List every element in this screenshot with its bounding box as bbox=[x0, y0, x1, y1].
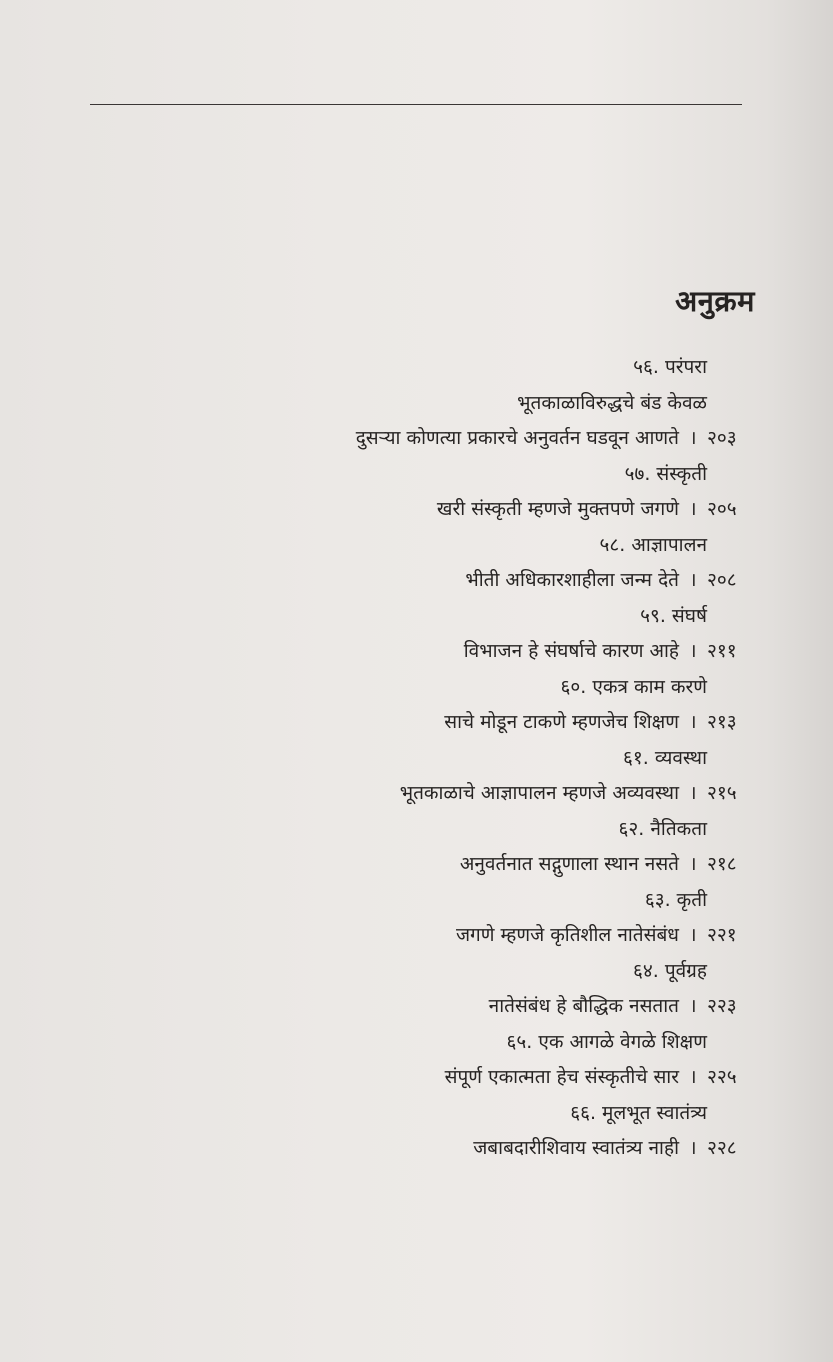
page-number: २१५ bbox=[707, 782, 737, 804]
page-number: २२८ bbox=[707, 1137, 737, 1159]
chapter-subtitle: जबाबदारीशिवाय स्वातंत्र्य नाही bbox=[473, 1137, 679, 1159]
chapter-subtitle-line bbox=[133, 705, 773, 741]
toc-entry bbox=[133, 457, 773, 528]
page-number: २२१ bbox=[707, 924, 737, 946]
chapter-subtitle-line bbox=[133, 421, 773, 457]
table-of-contents bbox=[133, 350, 773, 1167]
chapter-subtitle: विभाजन हे संघर्षाचे कारण आहे bbox=[463, 640, 679, 662]
separator-mark: । bbox=[689, 782, 697, 804]
toc-entry bbox=[133, 670, 773, 741]
toc-entry bbox=[133, 599, 773, 670]
chapter-heading: ६१. व्यवस्था bbox=[623, 746, 707, 769]
page-title: अनुक्रम bbox=[675, 284, 755, 318]
page-number: २१३ bbox=[707, 711, 737, 733]
separator-mark: । bbox=[689, 1066, 697, 1088]
chapter-subtitle: जगणे म्हणजे कृतिशील नातेसंबंध bbox=[455, 924, 679, 946]
chapter-subtitle-line bbox=[133, 989, 773, 1025]
toc-entry bbox=[133, 954, 773, 1025]
header-rule bbox=[90, 104, 742, 105]
chapter-heading: ६६. मूलभूत स्वातंत्र्य bbox=[570, 1101, 707, 1124]
page-number: २२५ bbox=[707, 1066, 737, 1088]
separator-mark: । bbox=[689, 1137, 697, 1159]
chapter-heading: ५८. आज्ञापालन bbox=[599, 533, 707, 556]
separator-mark: । bbox=[689, 995, 697, 1017]
chapter-subtitle: खरी संस्कृती म्हणजे मुक्तपणे जगणे bbox=[436, 498, 679, 520]
chapter-subtitle-line bbox=[133, 634, 773, 670]
chapter-subtitle-line bbox=[133, 1060, 773, 1096]
page-number: २२३ bbox=[707, 995, 737, 1017]
separator-mark: । bbox=[689, 853, 697, 875]
separator-mark: । bbox=[689, 427, 697, 449]
chapter-subtitle: भीती अधिकारशाहीला जन्म देते bbox=[465, 569, 679, 591]
page-number: २०३ bbox=[707, 427, 737, 449]
chapter-subtitle: साचे मोडून टाकणे म्हणजेच शिक्षण bbox=[444, 711, 679, 733]
chapter-heading: ५७. संस्कृती bbox=[624, 462, 707, 485]
toc-entry bbox=[133, 1096, 773, 1167]
chapter-subtitle-line bbox=[133, 776, 773, 812]
separator-mark: । bbox=[689, 640, 697, 662]
page-number: २११ bbox=[707, 640, 737, 662]
toc-entry bbox=[133, 528, 773, 599]
separator-mark: । bbox=[689, 569, 697, 591]
chapter-heading: ६४. पूर्वग्रह bbox=[632, 959, 707, 982]
chapter-subtitle: नातेसंबंध हे बौद्धिक नसतात bbox=[488, 995, 679, 1017]
separator-mark: । bbox=[689, 711, 697, 733]
toc-entry bbox=[133, 350, 773, 457]
chapter-subtitle-line bbox=[133, 563, 773, 599]
chapter-subtitle-line bbox=[133, 918, 773, 954]
chapter-heading: ६५. एक आगळे वेगळे शिक्षण bbox=[506, 1030, 707, 1053]
chapter-subtitle: संपूर्ण एकात्मता हेच संस्कृतीचे सार bbox=[444, 1066, 679, 1088]
chapter-subtitle-line bbox=[133, 847, 773, 883]
chapter-heading: ५९. संघर्ष bbox=[640, 604, 707, 627]
page-number: २१८ bbox=[707, 853, 737, 875]
chapter-heading: ६३. कृती bbox=[644, 888, 707, 911]
chapter-subtitle: भूतकाळाचे आज्ञापालन म्हणजे अव्यवस्था bbox=[399, 782, 679, 804]
page-number: २०५ bbox=[707, 498, 737, 520]
chapter-heading: ५६. परंपरा bbox=[633, 356, 707, 378]
chapter-heading: ६०. एकत्र काम करणे bbox=[560, 675, 707, 698]
chapter-subtitle: दुसऱ्या कोणत्या प्रकारचे अनुवर्तन घडवून आणते bbox=[355, 427, 679, 449]
page-number: २०८ bbox=[707, 569, 737, 591]
separator-mark: । bbox=[689, 924, 697, 946]
chapter-subtitle-line bbox=[133, 386, 773, 422]
toc-entry bbox=[133, 883, 773, 954]
chapter-subtitle: अनुवर्तनात सद्गुणाला स्थान नसते bbox=[459, 853, 679, 875]
toc-entry bbox=[133, 1025, 773, 1096]
separator-mark: । bbox=[689, 498, 697, 520]
chapter-subtitle: भूतकाळाविरुद्धचे बंड केवळ bbox=[517, 391, 707, 414]
chapter-heading: ६२. नैतिकता bbox=[618, 817, 707, 840]
toc-entry bbox=[133, 812, 773, 883]
chapter-subtitle-line bbox=[133, 1131, 773, 1167]
chapter-subtitle-line bbox=[133, 492, 773, 528]
toc-entry bbox=[133, 741, 773, 812]
